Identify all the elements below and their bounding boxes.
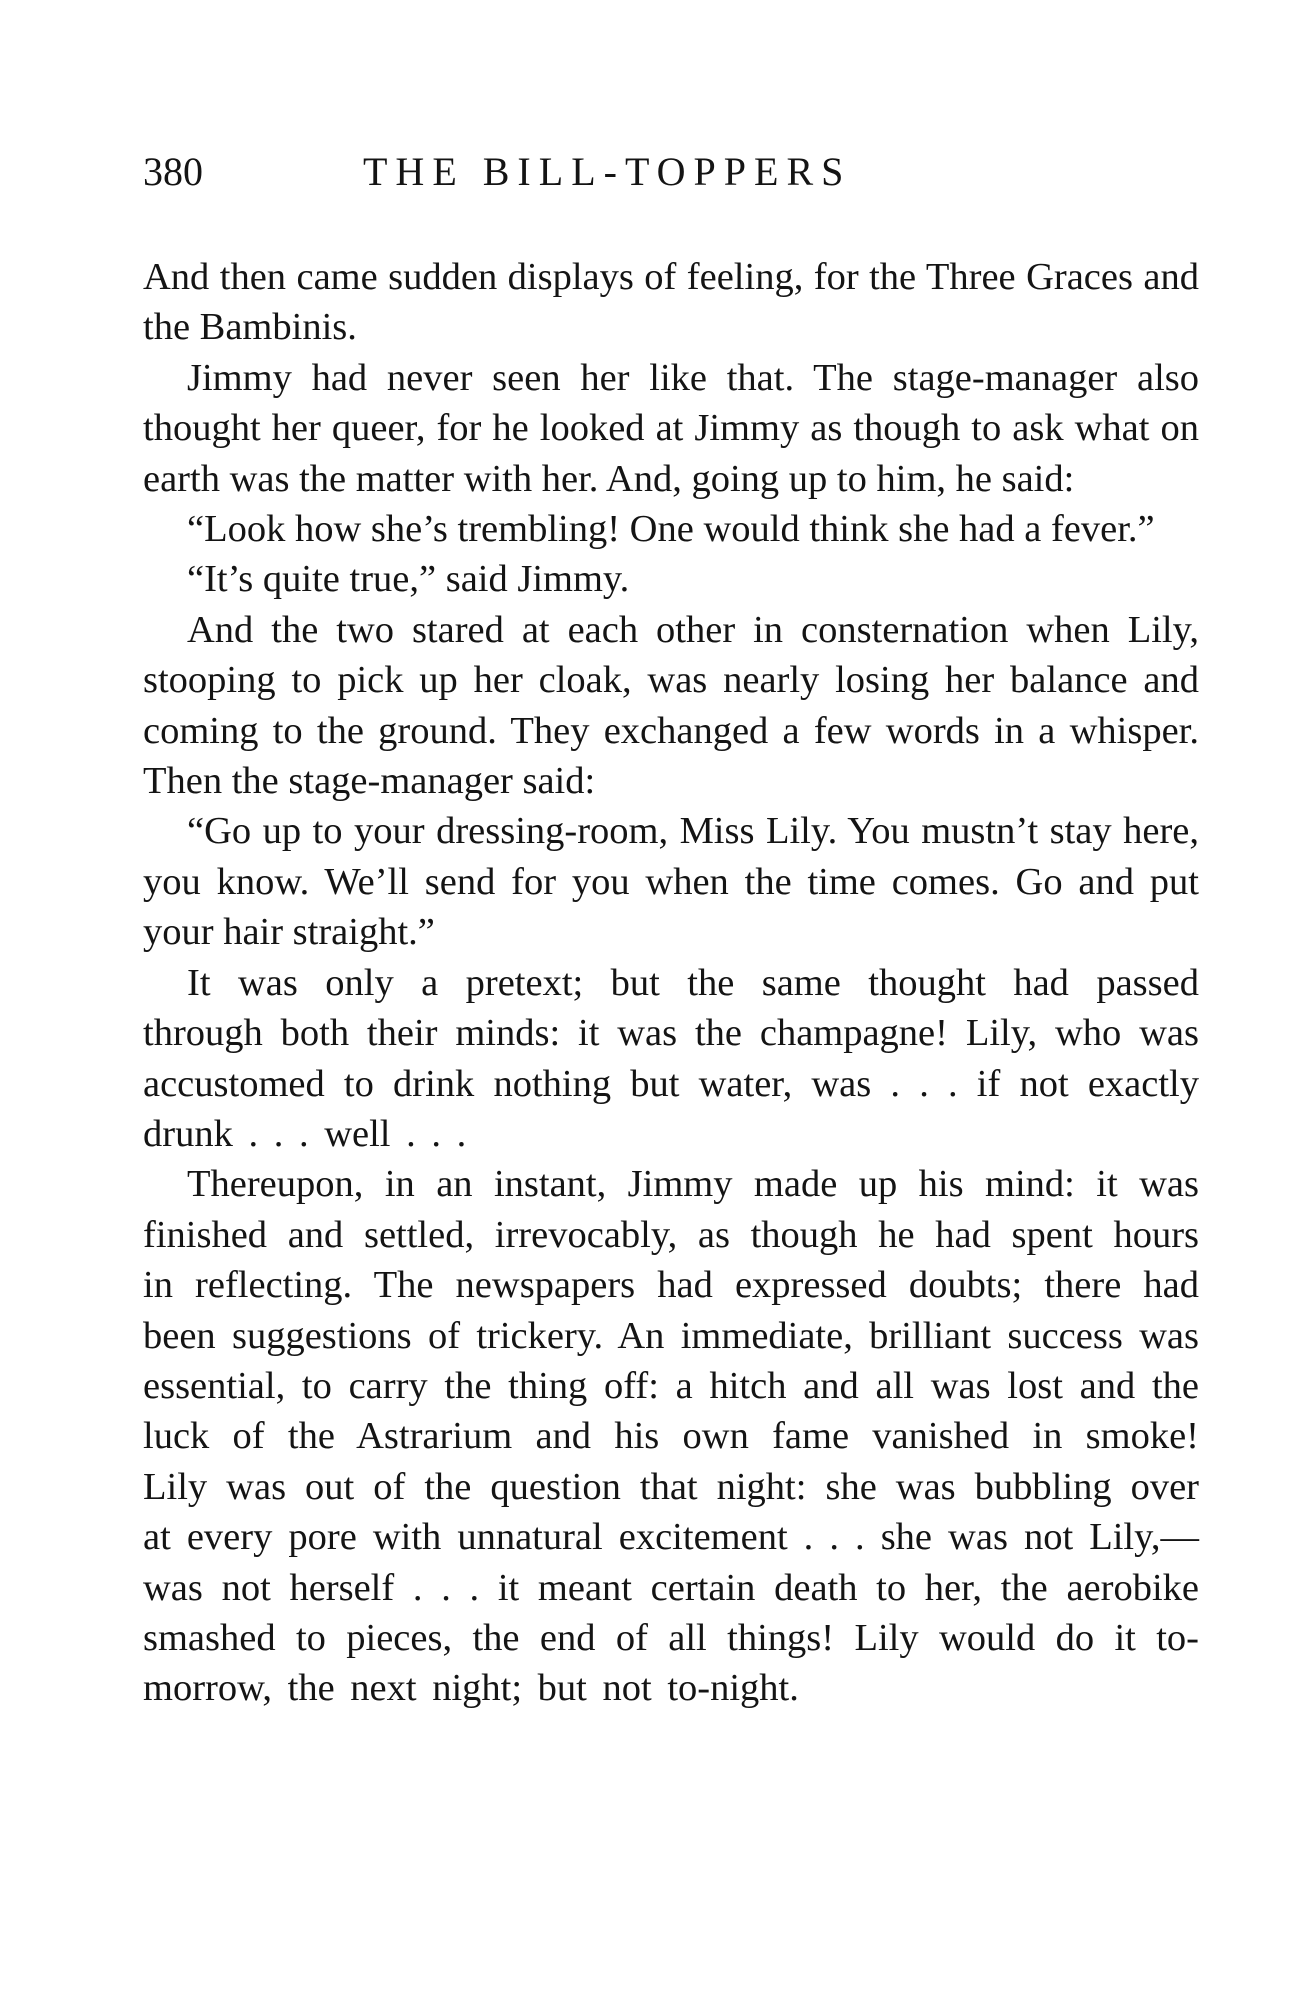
running-head — [143, 142, 1203, 202]
paragraph: And then came sudden displays of feeling, for the Three Graces and the Bambinis. — [143, 256, 1199, 349]
paragraph: And the two stared at each other in consternation when Lily, stooping to pick up her cloak, was nearly losing her balance and coming to the ground. They exchanged a few words in a whisper. Then the stage-manager said: — [143, 608, 1199, 803]
page-number: 380 — [143, 149, 203, 194]
paragraph: “Go up to your dressing-room, Miss Lily. You mustn’t stay here, you know. We’ll send for you when the time comes. Go and put your hair straight.” — [143, 810, 1199, 954]
paragraph: Thereupon, in an instant, Jimmy made up his mind: it was finished and settled, irrevocably, as though he had spent hours in reflecting. The newspapers had expressed doubts; there had been suggestions of trickery. An immediate, brilliant success was essential, to carry the thing off: a hitch and all was lost and the luck of the Astrarium and his own fame vanished in smoke! Lily was out of the question that night: she was bubbling over at every pore with unnatural excitement . . . she was not Lily,—was not herself . . . it meant certain death to her, the aerobike smashed to pieces, the end of all things! Lily would do it to-morrow, the next night; but not to-night. — [143, 1163, 1199, 1710]
paragraph: Jimmy had never seen her like that. The stage-manager also thought her queer, for he looked at Jimmy as though to ask what on earth was the matter with her. And, going up to him, he said: — [143, 356, 1199, 500]
paragraph: “Look how she’s trembling! One would think she had a fever.” — [187, 508, 1155, 551]
paragraph: “It’s quite true,” said Jimmy. — [187, 558, 630, 601]
running-title: THE BILL-TOPPERS — [363, 149, 852, 194]
paragraph: It was only a pretext; but the same thought had passed through both their minds: it was the champagne! Lily, who was accustomed to drink nothing but water, was . . . if not exactly drunk . . . well . . . — [143, 961, 1199, 1155]
body-text — [143, 252, 1199, 1714]
